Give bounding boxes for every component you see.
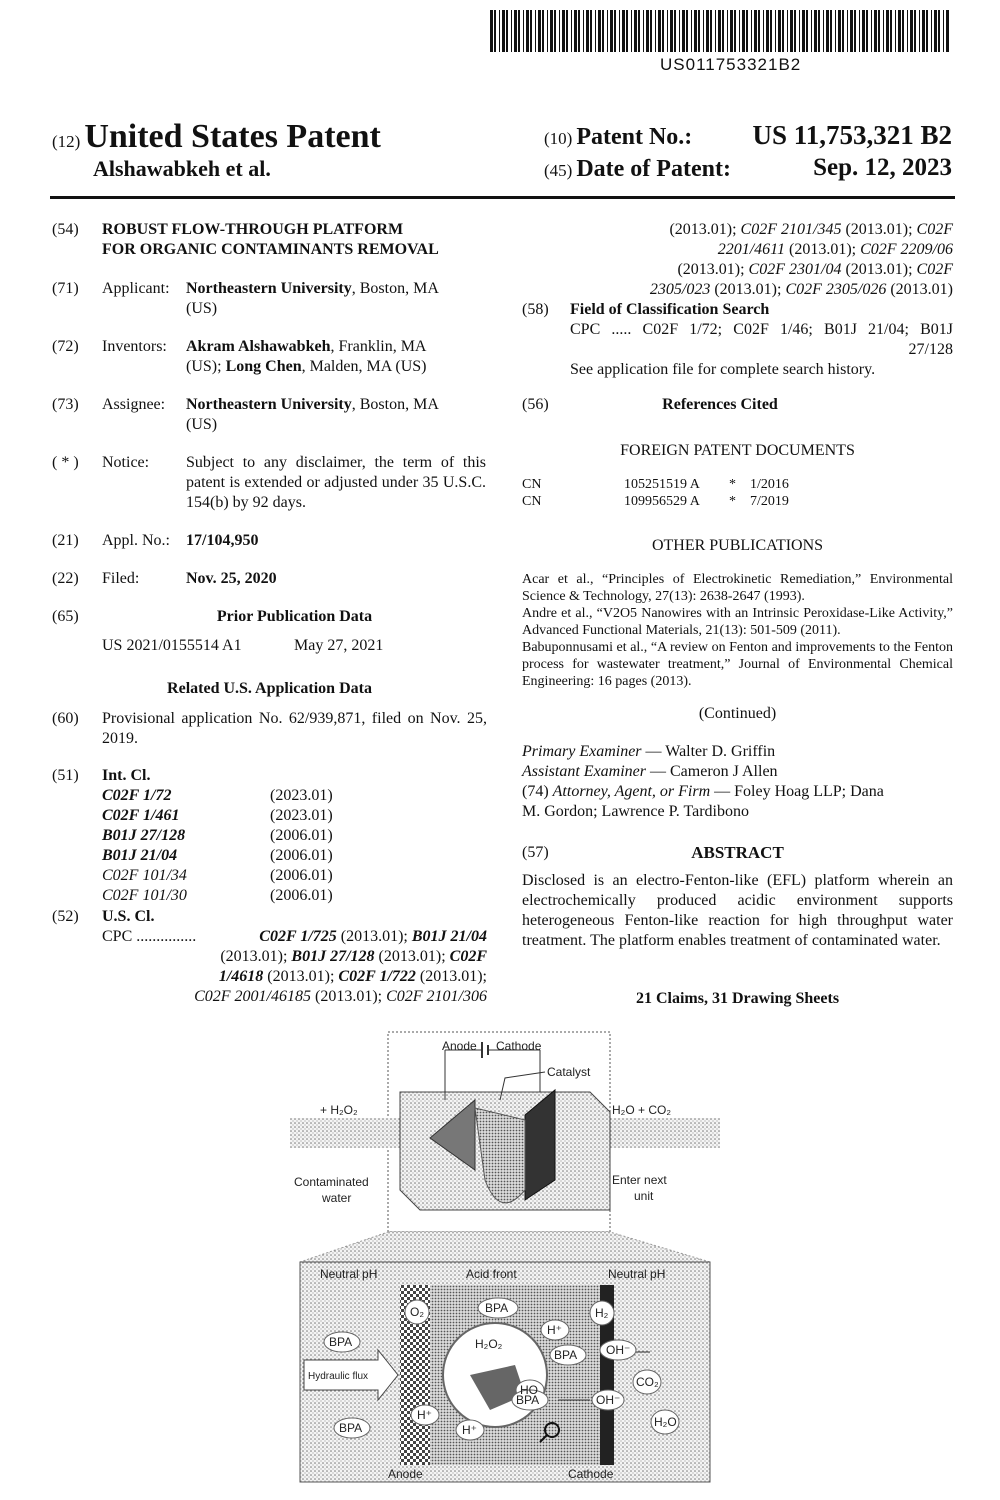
prior-pub-heading: Prior Publication Data [216, 608, 373, 625]
barcode-bar [914, 10, 916, 52]
barcode-bar [871, 10, 872, 52]
barcode-bar [710, 10, 712, 52]
cpc-date: (2013.01); [841, 261, 917, 278]
barcode-bar [842, 10, 844, 52]
barcode-bar [818, 10, 820, 52]
barcode-bar [530, 10, 532, 52]
barcode-bar [878, 10, 880, 52]
barcode-bar [922, 10, 925, 52]
int-cl-class: C02F 101/30 [102, 887, 187, 904]
barcode-bar [571, 10, 572, 52]
int-cl-class: C02F 1/72 [102, 787, 172, 804]
us-cl-class: C02F 1/725 [259, 928, 337, 945]
barcode-bar [578, 10, 580, 52]
patent-no-label: Patent No.: [576, 124, 693, 150]
o2-label: O₂ [410, 1305, 424, 1319]
inlet-pipe [290, 1118, 400, 1148]
code-56: (56) [522, 396, 549, 413]
barcode-bar [643, 10, 644, 52]
code-71: (71) [52, 280, 79, 297]
barcode-bar [778, 10, 781, 52]
barcode-bar [734, 10, 736, 52]
field-of-search-heading: Field of Classification Search [570, 301, 770, 318]
contaminated-label: Contaminated [294, 1175, 369, 1189]
foreign-doc-star: * [729, 477, 736, 492]
int-cl-class: B01J 21/04 [102, 847, 178, 864]
assignee-location: , Boston, MA [351, 396, 439, 413]
barcode-bar [674, 10, 676, 52]
neutral-ph-right-label: Neutral pH [608, 1267, 666, 1281]
barcode-bar [598, 10, 601, 52]
foreign-doc-date: 1/2016 [750, 477, 789, 492]
inventor-1-location: , Franklin, MA [330, 338, 427, 355]
cpc-class: 2305/023 [649, 281, 711, 298]
barcode-bar [490, 10, 493, 52]
barcode-bar [550, 10, 553, 52]
cpc-class: C02F 2305/026 [785, 281, 887, 298]
barcode-bar [698, 10, 700, 52]
barcode-bar [499, 10, 500, 52]
cpc-date: (2013.01); [677, 261, 749, 278]
attorney-label: Attorney, Agent, or Firm [552, 783, 711, 800]
code-51: (51) [52, 767, 79, 784]
barcode-bar [526, 10, 529, 52]
barcode-bar [727, 10, 728, 52]
foreign-heading: FOREIGN PATENT DOCUMENTS [620, 442, 855, 459]
barcode-bar [943, 10, 944, 52]
inventors-label: Inventors: [102, 338, 167, 355]
h2o-label: H₂O [654, 1415, 677, 1429]
barcode-bar [518, 10, 520, 52]
barcode-bar [679, 10, 680, 52]
code-73: (73) [52, 396, 79, 413]
barcode-bar [902, 10, 904, 52]
examiners [522, 742, 953, 822]
barcode-bar [926, 10, 928, 52]
int-cl-row [102, 886, 362, 906]
inventors-short: Alshawabkeh et al. [93, 156, 271, 181]
code-45: (45) [544, 161, 573, 180]
int-cl-date: (2006.01) [270, 867, 333, 884]
barcode-bar [739, 10, 740, 52]
cpc-class: C02F 2101/345 [740, 221, 842, 238]
barcode-bar [662, 10, 664, 52]
barcode-bar [934, 10, 937, 52]
barcode-bar [946, 10, 949, 52]
barcode-bar [931, 10, 932, 52]
h-plus-label: H⁺ [417, 1408, 432, 1422]
barcode-bar [638, 10, 640, 52]
inventor-2-location: , Malden, MA (US) [301, 358, 427, 375]
anode-top-label: Anode [442, 1039, 477, 1053]
publication-entry: Acar et al., “Principles of Electrokinetic Remediation,” Environmental Science & Technology, 27(13): 2638-2647 (1993). [522, 572, 953, 604]
h-plus-label: H⁺ [547, 1323, 562, 1337]
header-rule [50, 196, 955, 199]
us-cl-class: B01J 21/04 [411, 928, 487, 945]
us-cl-class: C02F 2001/46185 [194, 988, 311, 1005]
us-cl-class: C02F [449, 948, 487, 965]
barcode-bar [751, 10, 752, 52]
header-left [52, 118, 381, 156]
code-12: (12) [52, 132, 81, 151]
invention-title-line1: ROBUST FLOW-THROUGH PLATFORM [102, 221, 404, 238]
code-21: (21) [52, 532, 79, 549]
int-cl-date: (2006.01) [270, 847, 333, 864]
field-of-search-note: See application file for complete search history. [570, 361, 876, 378]
int-cl-date: (2023.01) [270, 807, 333, 824]
barcode-bar [547, 10, 548, 52]
barcode-bar [670, 10, 673, 52]
us-cl-date: (2013.01); [263, 968, 339, 985]
us-cl-class: B01J 27/128 [291, 948, 375, 965]
int-cl-row [102, 786, 362, 806]
cathode-bottom-label: Cathode [568, 1467, 614, 1481]
patent-date: Sep. 12, 2023 [813, 154, 952, 181]
barcode-bar [602, 10, 604, 52]
barcode-bar [650, 10, 652, 52]
bpa-label: BPA [339, 1421, 363, 1435]
barcode-bar [634, 10, 637, 52]
invention-title [102, 220, 439, 260]
barcode-bar [646, 10, 649, 52]
barcode-bar [874, 10, 877, 52]
barcode-bar [770, 10, 772, 52]
continued-note: (Continued) [698, 705, 777, 722]
us-cl-date: (2013.01); [374, 948, 450, 965]
barcode-bar [886, 10, 889, 52]
notice-text: Subject to any disclaimer, the term of this patent is extended or adjusted under 35 U.S.C. 154(b) by 92 days. [186, 454, 486, 511]
bpa-label: BPA [554, 1348, 578, 1362]
catalyst-label: Catalyst [547, 1065, 591, 1079]
foreign-doc-number: 105251519 A [624, 477, 700, 492]
attorney-names-cont: M. Gordon; Lawrence P. Tardibono [522, 803, 749, 820]
publication-entry: Babuponnusami et al., “A review on Fenton and improvements to the Fenton process for wastewater treatment,” Journal of Environmental Chemical Engineering: 16 pages (2013). [522, 640, 953, 689]
code-52: (52) [52, 908, 79, 925]
int-cl-row [102, 866, 362, 886]
barcode-bar [730, 10, 733, 52]
code-60: (60) [52, 710, 79, 727]
cpc-continued [570, 220, 953, 300]
barcode-bar [706, 10, 709, 52]
int-cl-class: B01J 27/128 [102, 827, 186, 844]
assignee-name: Northeastern University [186, 396, 352, 413]
barcode-bar [910, 10, 913, 52]
barcode-bar [703, 10, 704, 52]
int-cl-row [102, 846, 362, 866]
barcode-bar [799, 10, 800, 52]
inventors-value [186, 337, 486, 377]
barcode-bar [494, 10, 496, 52]
apparatus-top [290, 1032, 720, 1232]
date-label: Date of Patent: [576, 156, 731, 182]
prior-pub-date: May 27, 2021 [294, 637, 384, 654]
hydroxide-label: OH⁻ [596, 1393, 621, 1407]
other-pubs-list [522, 571, 953, 690]
foreign-doc-star: * [729, 494, 736, 509]
barcode-bar [862, 10, 865, 52]
representative-drawing [290, 1030, 720, 1485]
barcode-bar [538, 10, 541, 52]
other-pubs-heading: OTHER PUBLICATIONS [651, 537, 824, 554]
cpc-class: C02F 2301/04 [748, 261, 842, 278]
barcode-bar [610, 10, 613, 52]
barcode-bar [787, 10, 788, 52]
related-heading: Related U.S. Application Data [167, 680, 372, 697]
barcode-bar [511, 10, 512, 52]
cpc-class: C02F 2209/06 [860, 241, 953, 258]
cpc-class: C02F [916, 221, 953, 238]
applicant-name: Northeastern University [186, 280, 352, 297]
int-cl-row [102, 826, 362, 846]
barcode-bar [806, 10, 808, 52]
barcode-bar [682, 10, 685, 52]
us-cl-date: (2013.01); [336, 928, 412, 945]
barcode-bar [622, 10, 625, 52]
barcode-bar [754, 10, 757, 52]
int-cl-class: C02F 101/34 [102, 867, 187, 884]
barcode-bar [847, 10, 848, 52]
claims-summary: 21 Claims, 31 Drawing Sheets [635, 990, 840, 1007]
barcode-bar [595, 10, 596, 52]
cpc-date: (2013.01); [841, 221, 917, 238]
barcode-bar [566, 10, 568, 52]
primary-examiner-name: — Walter D. Griffin [641, 743, 776, 760]
h-plus-label: H⁺ [462, 1423, 477, 1437]
cpc-class: 2201/4611 [717, 241, 785, 258]
barcode-bar [722, 10, 724, 52]
foreign-doc-row [522, 476, 953, 493]
appl-no-label: Appl. No.: [102, 532, 170, 549]
patent-type-title: United States Patent [84, 118, 381, 155]
barcode-bar [850, 10, 853, 52]
code-notice: ( * ) [52, 454, 79, 471]
us-cl-date: (2013.01); [220, 948, 292, 965]
barcode-bar [883, 10, 884, 52]
inlet-chemical-label: + H₂O₂ [320, 1103, 358, 1117]
barcode-bar [830, 10, 832, 52]
foreign-docs-table [522, 476, 953, 510]
publication-entry: Andre et al., “V2O5 Nanowires with an Intrinsic Peroxidase-Like Activity,” Advanced Functional Materials, 21(13): 501-509 (2011). [522, 606, 953, 638]
int-cl-date: (2006.01) [270, 827, 333, 844]
barcode-bar [583, 10, 584, 52]
assignee-label: Assignee: [102, 396, 166, 413]
barcode-bar [826, 10, 829, 52]
barcode-bar [562, 10, 565, 52]
applicant-value [186, 279, 486, 319]
anode-bottom-label: Anode [388, 1467, 423, 1481]
barcode-bar [782, 10, 784, 52]
us-cl-date: (2013.01); [415, 968, 487, 985]
code-72: (72) [52, 338, 79, 355]
field-of-search-cpc-cont: 27/128 [908, 341, 953, 358]
foreign-doc-date: 7/2019 [750, 494, 789, 509]
foreign-doc-country: CN [522, 494, 542, 509]
barcode-bar [866, 10, 868, 52]
cathode-top-label: Cathode [496, 1039, 542, 1053]
us-cl-cpc [102, 927, 487, 1007]
barcode [490, 10, 950, 52]
assignee-country: (US) [186, 416, 218, 433]
barcode-number: US011753321B2 [660, 55, 802, 74]
barcode-bar [718, 10, 721, 52]
outlet-chemical-label: H₂O + CO₂ [612, 1103, 671, 1117]
applicant-location: , Boston, MA [351, 280, 439, 297]
date-row [544, 156, 731, 183]
barcode-bar [907, 10, 908, 52]
cpc-date: (2013.01) [886, 281, 953, 298]
barcode-bar [742, 10, 745, 52]
code-65: (65) [52, 608, 79, 625]
barcode-bar [715, 10, 716, 52]
co2-label: CO₂ [636, 1375, 659, 1389]
assistant-examiner-label: Assistant Examiner [522, 763, 646, 780]
neutral-ph-left-label: Neutral pH [320, 1267, 378, 1281]
barcode-bar [854, 10, 856, 52]
barcode-bar [835, 10, 836, 52]
int-cl-date: (2023.01) [270, 787, 333, 804]
inventor-2-name: Long Chen [225, 358, 302, 375]
foreign-doc-number: 109956529 A [624, 494, 700, 509]
assignee-value [186, 395, 486, 435]
barcode-bar [607, 10, 608, 52]
bpa-label: BPA [329, 1335, 353, 1349]
primary-examiner-label: Primary Examiner [522, 743, 642, 760]
acid-front-label: Acid front [466, 1267, 517, 1281]
appl-no-value: 17/104,950 [186, 532, 259, 549]
hydraulic-flux-label: Hydraulic flux [308, 1371, 369, 1382]
barcode-bar [574, 10, 577, 52]
invention-title-line2: FOR ORGANIC CONTAMINANTS REMOVAL [102, 241, 439, 258]
references-heading: References Cited [662, 396, 778, 413]
int-cl-label: Int. Cl. [102, 767, 151, 784]
barcode-bar [586, 10, 589, 52]
barcode-bar [626, 10, 628, 52]
us-cl-label: U.S. Cl. [102, 908, 155, 925]
filed-label: Filed: [102, 570, 140, 587]
cpc-date: (2013.01); [669, 221, 741, 238]
barcode-bar [811, 10, 812, 52]
applicant-label: Applicant: [102, 280, 170, 297]
code-57: (57) [522, 844, 549, 861]
barcode-bar [686, 10, 688, 52]
barcode-bar [790, 10, 793, 52]
barcode-bar [814, 10, 817, 52]
barcode-bar [859, 10, 860, 52]
abstract-text: Disclosed is an electro-Fenton-like (EFL) platform wherein an electrochemically produced acidic environment supports heterogeneous Fenton-like reaction for high throughput water treatment. The platform enables treatment of contaminated water. [522, 872, 953, 949]
barcode-bar [590, 10, 592, 52]
foreign-doc-row [522, 493, 953, 510]
barcode-bar [691, 10, 692, 52]
barcode-bar [619, 10, 620, 52]
h2o2-label: H₂O₂ [475, 1337, 503, 1351]
barcode-bar [506, 10, 508, 52]
barcode-bar [542, 10, 544, 52]
bpa-label: BPA [516, 1393, 540, 1407]
barcode-bar [898, 10, 901, 52]
barcode-bar [559, 10, 560, 52]
us-cl-class: 1/4618 [218, 968, 264, 985]
hydroxyl-radical-label: HO [520, 1383, 538, 1397]
contaminated-label-2: water [322, 1191, 352, 1205]
barcode-bar [694, 10, 697, 52]
cpc-class: C02F [916, 261, 953, 278]
field-of-search-cpc: CPC ..... C02F 1/72; C02F 1/46; B01J 21/04; B01J [570, 321, 953, 338]
barcode-bar [838, 10, 841, 52]
bpa-label: BPA [485, 1301, 509, 1315]
zoom-region [300, 1232, 710, 1262]
prior-pub-number: US 2021/0155514 A1 [102, 637, 242, 654]
provisional-text: Provisional application No. 62/939,871, filed on Nov. 25, 2019. [102, 710, 487, 747]
abstract-heading: ABSTRACT [691, 843, 784, 862]
barcode-bar [502, 10, 505, 52]
cpc-label: CPC ............... [102, 928, 197, 945]
patent-no-row [544, 124, 692, 151]
barcode-bar [667, 10, 668, 52]
barcode-bar [514, 10, 517, 52]
barcode-bar [758, 10, 760, 52]
barcode-bar [802, 10, 805, 52]
int-cl-table [102, 786, 362, 906]
code-74: (74) [522, 783, 553, 800]
inventor-1-name: Akram Alshawabkeh [186, 338, 331, 355]
inventor-1-country: (US); [186, 358, 226, 375]
barcode-bar [895, 10, 896, 52]
patent-number: US 11,753,321 B2 [752, 120, 952, 150]
cpc-date: (2013.01); [710, 281, 786, 298]
code-54: (54) [52, 221, 79, 238]
barcode-bar [535, 10, 536, 52]
barcode-bar [938, 10, 940, 52]
code-58: (58) [522, 301, 549, 318]
assistant-examiner-name: — Cameron J Allen [646, 763, 778, 780]
filed-value: Nov. 25, 2020 [186, 570, 277, 587]
h2-label: H₂ [595, 1306, 609, 1320]
foreign-doc-country: CN [522, 477, 542, 492]
barcode-bar [658, 10, 661, 52]
int-cl-date: (2006.01) [270, 887, 333, 904]
int-cl-class: C02F 1/461 [102, 807, 180, 824]
hydroxide-label: OH⁻ [606, 1343, 631, 1357]
attorney-names: — Foley Hoag LLP; Dana [710, 783, 884, 800]
applicant-country: (US) [186, 300, 218, 317]
barcode-bar [766, 10, 769, 52]
us-cl-class: C02F 2101/306 [386, 988, 487, 1005]
barcode-bar [614, 10, 616, 52]
field-of-search [570, 300, 953, 380]
barcode-bar [890, 10, 892, 52]
barcode-bar [775, 10, 776, 52]
code-10: (10) [544, 129, 573, 148]
code-22: (22) [52, 570, 79, 587]
us-cl-class: C02F 1/722 [338, 968, 416, 985]
barcode-bar [631, 10, 632, 52]
notice-label: Notice: [102, 454, 150, 471]
barcode-bar [919, 10, 920, 52]
barcode-bar [554, 10, 556, 52]
next-unit-label-2: unit [634, 1189, 654, 1203]
barcode-bar [763, 10, 764, 52]
barcode-bar [794, 10, 796, 52]
next-unit-label: Enter next [612, 1173, 667, 1187]
barcode-bar [746, 10, 748, 52]
barcode-bar [523, 10, 524, 52]
int-cl-row [102, 806, 362, 826]
barcode-bar [823, 10, 824, 52]
us-cl-date: (2013.01); [311, 988, 387, 1005]
cpc-date: (2013.01); [785, 241, 861, 258]
barcode-bar [655, 10, 656, 52]
